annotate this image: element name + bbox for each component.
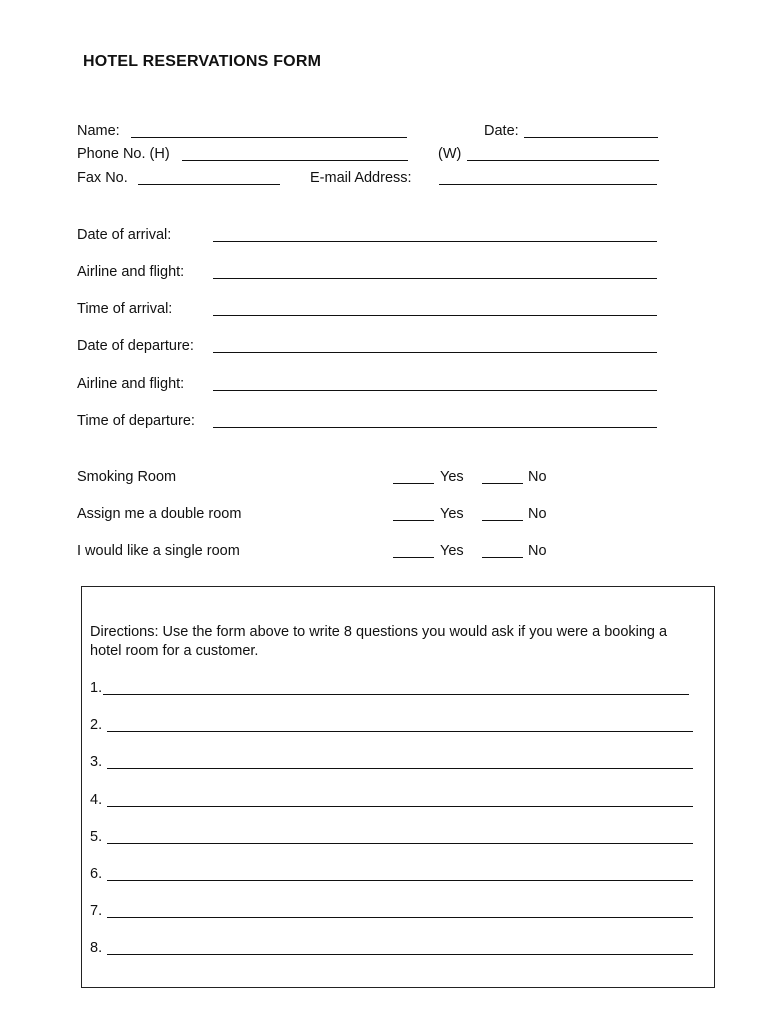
departure-flight-label: Airline and flight: (77, 376, 185, 392)
double-yes-blank[interactable] (393, 520, 434, 521)
departure-time-field[interactable] (213, 427, 657, 428)
question-line-2[interactable] (107, 731, 693, 732)
question-line-3[interactable] (107, 768, 693, 769)
date-label: Date: (484, 123, 519, 139)
question-number-6: 6. (90, 866, 103, 882)
question-number-8: 8. (90, 940, 103, 956)
fax-label: Fax No. (77, 170, 128, 186)
email-label: E-mail Address: (310, 170, 412, 186)
name-label: Name: (77, 123, 120, 139)
form-title: HOTEL RESERVATIONS FORM (83, 53, 322, 70)
phone-home-label: Phone No. (H) (77, 146, 170, 162)
departure-date-field[interactable] (213, 352, 657, 353)
fax-field[interactable] (138, 184, 280, 185)
question-number-2: 2. (90, 717, 103, 733)
phone-work-label: (W) (438, 146, 462, 162)
question-line-6[interactable] (107, 880, 693, 881)
smoking-no-label: No (528, 469, 547, 485)
question-line-1[interactable] (103, 694, 689, 695)
single-room-label: I would like a single room (77, 543, 240, 559)
email-field[interactable] (439, 184, 657, 185)
question-number-1: 1. (90, 680, 103, 696)
phone-home-field[interactable] (182, 160, 408, 161)
date-field[interactable] (524, 137, 658, 138)
question-number-5: 5. (90, 829, 103, 845)
double-no-blank[interactable] (482, 520, 523, 521)
smoking-yes-label: Yes (440, 469, 464, 485)
arrival-time-field[interactable] (213, 315, 657, 316)
single-no-blank[interactable] (482, 557, 523, 558)
question-line-4[interactable] (107, 806, 693, 807)
phone-work-field[interactable] (467, 160, 659, 161)
smoking-room-label: Smoking Room (77, 469, 177, 485)
directions-text-line2: hotel room for a customer. (90, 643, 259, 659)
directions-text-line1: Directions: Use the form above to write 8 questions you would ask if you were a booking a (90, 624, 668, 640)
name-field[interactable] (131, 137, 407, 138)
smoking-no-blank[interactable] (482, 483, 523, 484)
question-number-4: 4. (90, 792, 103, 808)
double-room-label: Assign me a double room (77, 506, 242, 522)
departure-date-label: Date of departure: (77, 338, 194, 354)
single-yes-label: Yes (440, 543, 464, 559)
arrival-date-field[interactable] (213, 241, 657, 242)
double-no-label: No (528, 506, 547, 522)
question-number-7: 7. (90, 903, 103, 919)
question-line-8[interactable] (107, 954, 693, 955)
arrival-flight-label: Airline and flight: (77, 264, 185, 280)
question-line-5[interactable] (107, 843, 693, 844)
smoking-yes-blank[interactable] (393, 483, 434, 484)
single-yes-blank[interactable] (393, 557, 434, 558)
departure-time-label: Time of departure: (77, 413, 195, 429)
arrival-flight-field[interactable] (213, 278, 657, 279)
question-number-3: 3. (90, 754, 103, 770)
arrival-date-label: Date of arrival: (77, 227, 172, 243)
arrival-time-label: Time of arrival: (77, 301, 173, 317)
double-yes-label: Yes (440, 506, 464, 522)
departure-flight-field[interactable] (213, 390, 657, 391)
single-no-label: No (528, 543, 547, 559)
question-line-7[interactable] (107, 917, 693, 918)
